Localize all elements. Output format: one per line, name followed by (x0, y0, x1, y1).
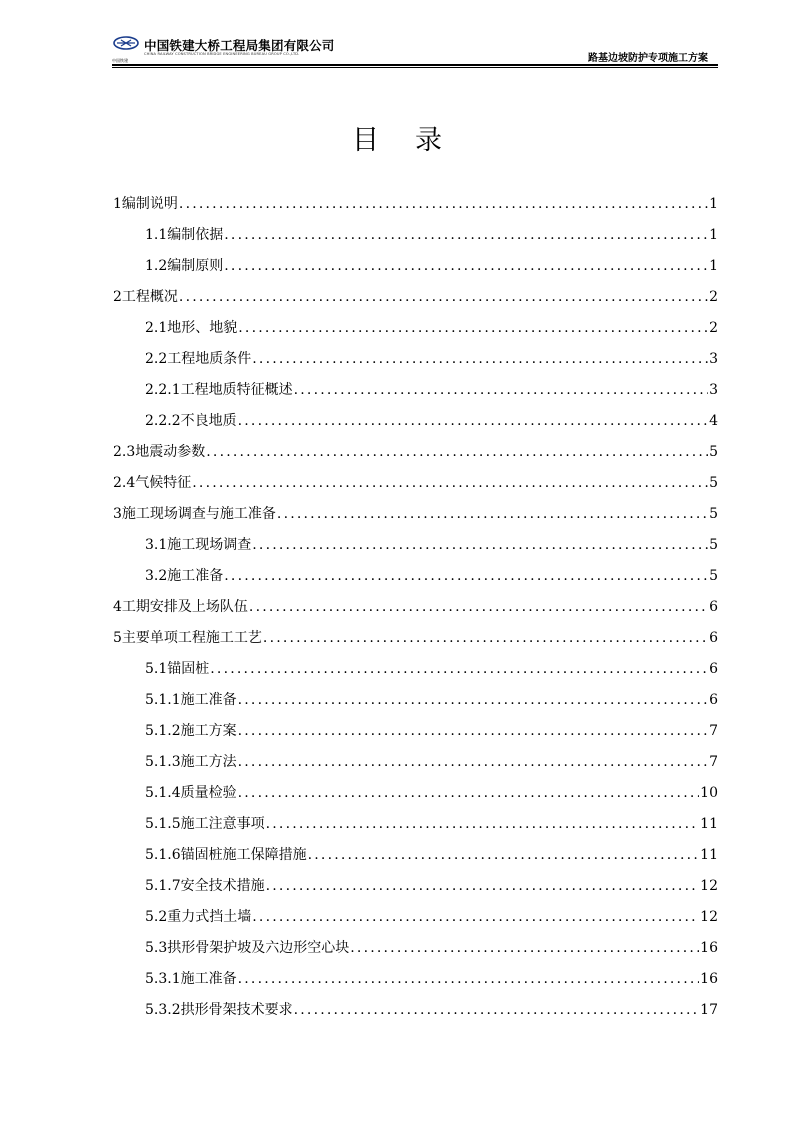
toc-entry-text: 5.1.6锚固桩施工保障措施 (145, 847, 307, 863)
toc-dot-leader (350, 940, 699, 957)
toc-page-number: 10 (700, 785, 718, 801)
toc-dot-leader (294, 1002, 700, 1019)
toc-entry[interactable] (113, 461, 718, 492)
toc-page-number: 16 (700, 940, 718, 956)
toc-entry-text: 2.2.2不良地质 (145, 413, 237, 429)
toc-entry-text: 5.1.5施工注意事项 (145, 816, 265, 832)
toc-entry[interactable] (113, 182, 718, 213)
toc-page-number: 2 (709, 320, 718, 336)
toc-page-number: 12 (700, 878, 718, 894)
toc-page-number: 6 (709, 692, 718, 708)
toc-entry[interactable] (113, 957, 718, 988)
toc-dot-leader (252, 909, 699, 926)
toc-page-number: 1 (709, 196, 718, 212)
toc-entry-text: 5.3.2拱形骨架技术要求 (145, 1002, 293, 1018)
toc-entry[interactable] (113, 585, 718, 616)
header-rule-thin (112, 67, 718, 68)
toc-entry-text: 3施工现场调查与施工准备 (113, 506, 276, 522)
toc-entry[interactable] (113, 802, 718, 833)
toc-page-number: 16 (700, 971, 718, 987)
toc-dot-leader (266, 816, 700, 833)
toc-dot-leader (308, 847, 700, 864)
toc-entry[interactable] (113, 275, 718, 306)
toc-page-number: 17 (700, 1002, 718, 1018)
toc-entry[interactable] (113, 399, 718, 430)
toc-entry[interactable] (113, 554, 718, 585)
toc-entry[interactable] (113, 988, 718, 1019)
toc-dot-leader (238, 785, 700, 802)
toc-dot-leader (252, 351, 708, 368)
toc-dot-leader (206, 444, 708, 461)
toc-dot-leader (252, 537, 708, 554)
toc-entry-text: 4工期安排及上场队伍 (113, 599, 248, 615)
toc-entry-text: 5.1.7安全技术措施 (145, 878, 265, 894)
toc-entry-text: 5.1.4质量检验 (145, 785, 237, 801)
toc-entry-text: 2工程概况 (113, 289, 178, 305)
toc-dot-leader (238, 723, 708, 740)
document-title: 路基边坡防护专项施工方案 (588, 53, 708, 64)
toc-entry-text: 2.2工程地质条件 (145, 351, 252, 367)
toc-dot-leader (238, 971, 700, 988)
toc-entry[interactable] (113, 771, 718, 802)
toc-page-number: 1 (709, 258, 718, 274)
toc-entry-text: 5.3.1施工准备 (145, 971, 237, 987)
company-name-en: CHINA RAILWAY CONSTRUCTION BRIDGE ENGINEERING BUREAU GROUP CO.,LTD. (144, 52, 300, 56)
toc-dot-leader (238, 320, 708, 337)
logo-text: 中国铁建 (112, 58, 128, 63)
toc-page-number: 6 (709, 599, 718, 615)
toc-entry[interactable] (113, 926, 718, 957)
toc-dot-leader (179, 196, 708, 213)
toc-entry-text: 2.2.1工程地质特征概述 (145, 382, 293, 398)
toc-page-number: 11 (700, 816, 718, 832)
toc-entry-text: 5.1锚固桩 (145, 661, 210, 677)
toc-entry-text: 2.3地震动参数 (113, 444, 206, 460)
toc-page-number: 6 (709, 630, 718, 646)
toc-entry[interactable] (113, 492, 718, 523)
toc-dot-leader (294, 382, 708, 399)
toc-entry[interactable] (113, 864, 718, 895)
toc-dot-leader (238, 692, 708, 709)
toc-entry[interactable] (113, 740, 718, 771)
toc-dot-leader (277, 506, 708, 523)
toc-entry-text: 5.2重力式挡土墙 (145, 909, 252, 925)
toc-entry-text: 5.1.2施工方案 (145, 723, 237, 739)
toc-entry-text: 3.2施工准备 (145, 568, 224, 584)
table-of-contents (113, 182, 718, 1019)
company-name-cn: 中国铁建大桥工程局集团有限公司 (144, 38, 335, 53)
toc-page-number: 3 (709, 351, 718, 367)
toc-entry[interactable] (113, 368, 718, 399)
toc-entry[interactable] (113, 616, 718, 647)
toc-page-number: 1 (709, 227, 718, 243)
toc-entry[interactable] (113, 647, 718, 678)
toc-entry-text: 5.1.3施工方法 (145, 754, 237, 770)
toc-page-number: 5 (709, 506, 718, 522)
toc-dot-leader (192, 475, 708, 492)
toc-page-number: 5 (709, 568, 718, 584)
toc-dot-leader (179, 289, 708, 306)
toc-entry[interactable] (113, 833, 718, 864)
toc-page-number: 2 (709, 289, 718, 305)
company-logo-icon (112, 34, 140, 56)
toc-entry-text: 5主要单项工程施工工艺 (113, 630, 262, 646)
toc-entry[interactable] (113, 337, 718, 368)
toc-entry[interactable] (113, 709, 718, 740)
toc-page-number: 5 (709, 537, 718, 553)
toc-entry[interactable] (113, 678, 718, 709)
toc-entry[interactable] (113, 523, 718, 554)
toc-entry-text: 1编制说明 (113, 196, 178, 212)
toc-dot-leader (224, 258, 708, 275)
toc-page-number: 4 (709, 413, 718, 429)
toc-entry-text: 5.1.1施工准备 (145, 692, 237, 708)
toc-page-number: 7 (709, 723, 718, 739)
toc-dot-leader (266, 878, 700, 895)
toc-entry-text: 1.2编制原则 (145, 258, 224, 274)
toc-page-number: 5 (709, 444, 718, 460)
toc-entry[interactable] (113, 430, 718, 461)
toc-entry[interactable] (113, 213, 718, 244)
header-rule-thick (112, 64, 718, 66)
toc-page-number: 6 (709, 661, 718, 677)
toc-entry-text: 5.3拱形骨架护坡及六边形空心块 (145, 940, 350, 956)
toc-dot-leader (224, 227, 708, 244)
toc-entry[interactable] (113, 244, 718, 275)
toc-dot-leader (224, 568, 708, 585)
toc-dot-leader (238, 754, 708, 771)
toc-dot-leader (249, 599, 708, 616)
toc-entry-text: 1.1编制依据 (145, 227, 224, 243)
toc-page-number: 7 (709, 754, 718, 770)
toc-entry[interactable] (113, 895, 718, 926)
page-header (112, 34, 718, 68)
toc-entry-text: 3.1施工现场调查 (145, 537, 252, 553)
toc-title: 目录 (352, 125, 478, 156)
toc-page-number: 3 (709, 382, 718, 398)
toc-dot-leader (263, 630, 708, 647)
toc-page-number: 5 (709, 475, 718, 491)
toc-entry-text: 2.4气候特征 (113, 475, 192, 491)
toc-dot-leader (238, 413, 708, 430)
toc-dot-leader (210, 661, 708, 678)
toc-page-number: 11 (700, 847, 718, 863)
toc-entry[interactable] (113, 306, 718, 337)
toc-page-number: 12 (700, 909, 718, 925)
toc-entry-text: 2.1地形、地貌 (145, 320, 238, 336)
